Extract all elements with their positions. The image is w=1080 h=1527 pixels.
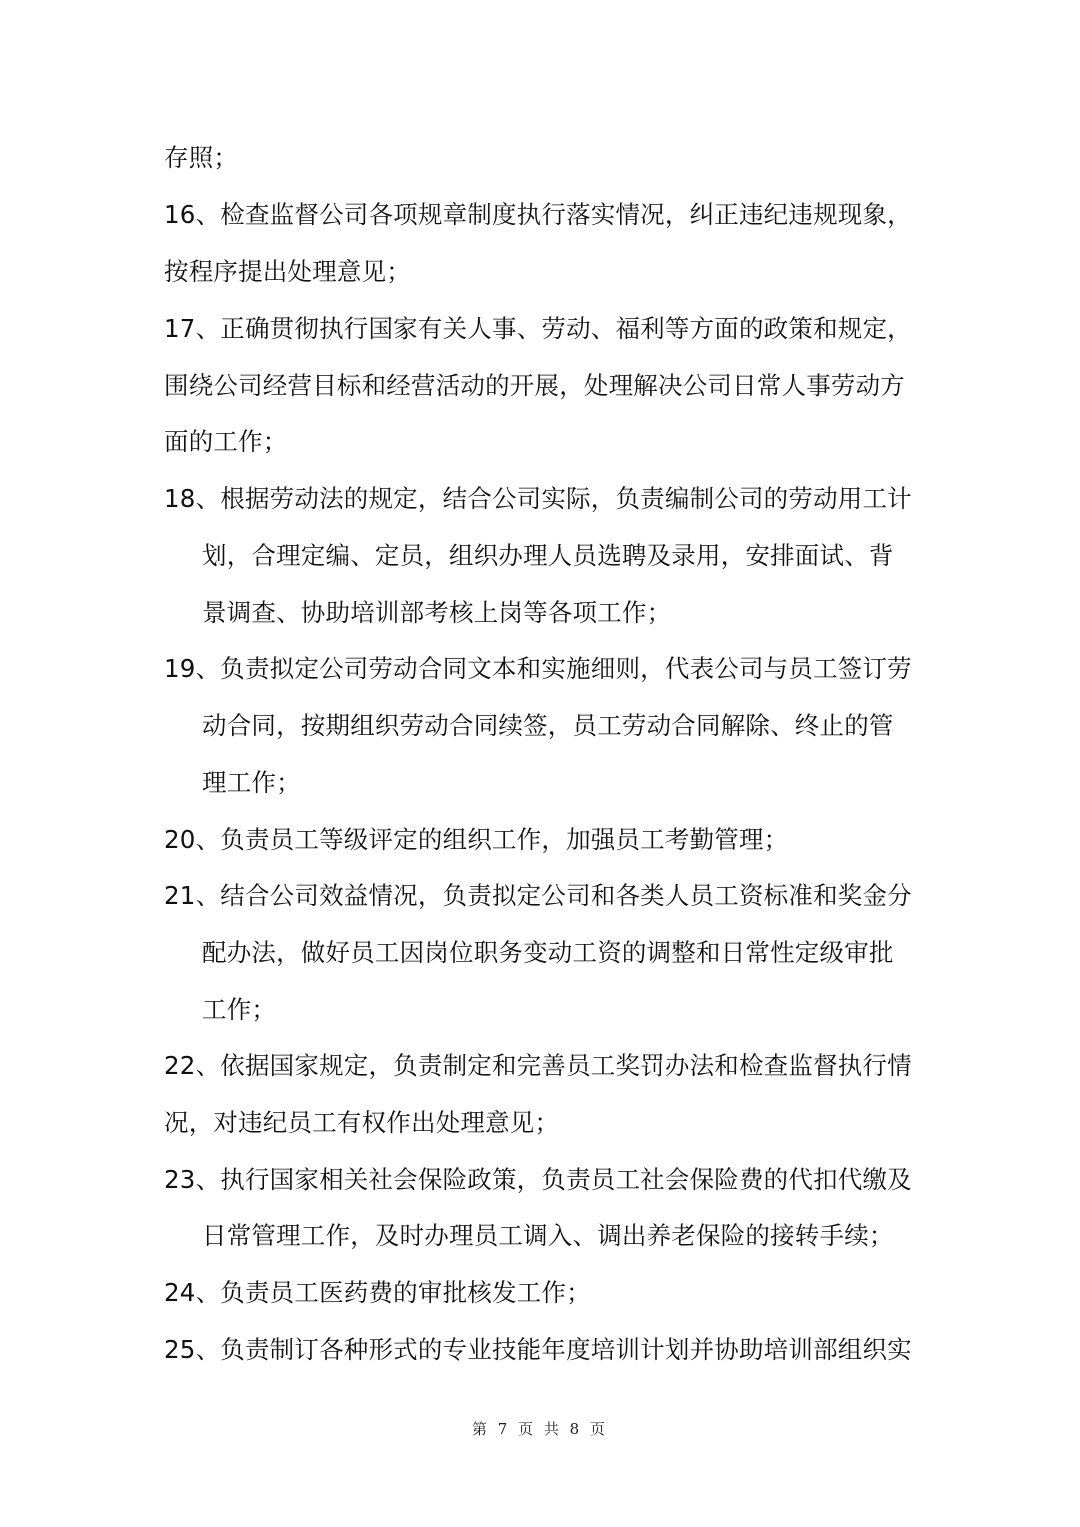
text-line: 配办法，做好员工因岗位职务变动工资的调整和日常性定级审批 (202, 938, 894, 967)
text-line: 23、执行国家相关社会保险政策，负责员工社会保险费的代扣代缴及 (164, 1165, 912, 1194)
text-line: 17、正确贯彻执行国家有关人事、劳动、福利等方面的政策和规定， (164, 314, 912, 343)
text-line: 21、结合公司效益情况，负责拟定公司和各类人员工资标准和奖金分 (164, 881, 912, 910)
text-line: 19、负责拟定公司劳动合同文本和实施细则，代表公司与员工签订劳 (164, 654, 912, 683)
text-line: 20、负责员工等级评定的组织工作，加强员工考勤管理； (164, 825, 789, 854)
text-line: 按程序提出处理意见； (164, 257, 411, 286)
text-line: 面的工作； (164, 427, 288, 456)
text-line: 工作； (202, 995, 277, 1024)
text-line: 存照； (164, 143, 239, 172)
text-line: 22、依据国家规定，负责制定和完善员工奖罚办法和检查监督执行情 (164, 1051, 912, 1080)
text-line: 理工作； (202, 768, 301, 797)
text-line: 动合同，按期组织劳动合同续签，员工劳动合同解除、终止的管 (202, 711, 894, 740)
text-line: 25、负责制订各种形式的专业技能年度培训计划并协助培训部组织实 (164, 1335, 912, 1364)
text-line: 况，对违纪员工有权作出处理意见； (164, 1108, 560, 1137)
text-line: 日常管理工作，及时办理员工调入、调出养老保险的接转手续； (202, 1221, 894, 1250)
text-line: 划，合理定编、定员，组织办理人员选聘及录用，安排面试、背 (202, 541, 894, 570)
text-line: 24、负责员工医药费的审批核发工作； (164, 1278, 591, 1307)
text-line: 16、检查监督公司各项规章制度执行落实情况，纠正违纪违规现象， (164, 200, 912, 229)
text-line: 景调查、协助培训部考核上岗等各项工作； (202, 598, 672, 627)
page-number: 第 7 页 共 8 页 (472, 1420, 608, 1438)
text-line: 围绕公司经营目标和经营活动的开展，处理解决公司日常人事劳动方 (164, 371, 905, 400)
text-line: 18、根据劳动法的规定，结合公司实际，负责编制公司的劳动用工计 (164, 484, 912, 513)
